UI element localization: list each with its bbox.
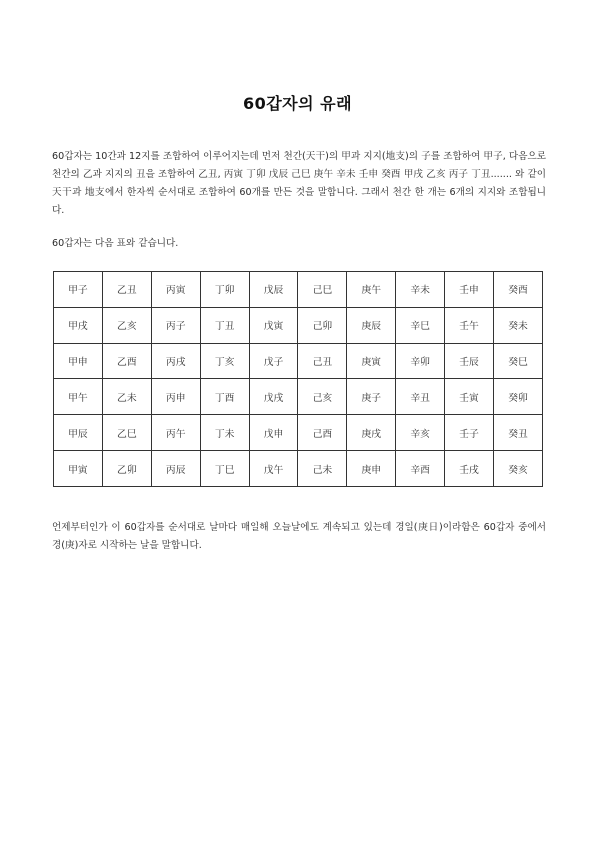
table-cell: 丁酉	[200, 379, 249, 415]
table-cell: 戊子	[249, 343, 298, 379]
table-cell: 丁卯	[200, 272, 249, 308]
table-cell: 辛卯	[396, 343, 445, 379]
table-cell: 乙卯	[102, 451, 151, 487]
table-cell: 壬戌	[445, 451, 494, 487]
table-cell: 辛巳	[396, 307, 445, 343]
table-row	[54, 379, 543, 415]
table-cell: 丁亥	[200, 343, 249, 379]
table-cell: 癸亥	[494, 451, 543, 487]
table-cell: 庚辰	[347, 307, 396, 343]
table-cell: 庚寅	[347, 343, 396, 379]
table-cell: 癸丑	[494, 415, 543, 451]
table-cell: 己巳	[298, 272, 347, 308]
table-cell: 甲戌	[54, 307, 103, 343]
table-cell: 庚午	[347, 272, 396, 308]
closing-paragraph: 언제부터인가 이 60갑자를 순서대로 날마다 매일해 오늘날에도 계속되고 있는데 경일(庚日)이라함은 60갑자 중에서 경(庚)자로 시작하는 날을 말합니다.	[52, 522, 546, 551]
table-cell: 戊寅	[249, 307, 298, 343]
table-row	[54, 307, 543, 343]
table-cell: 己卯	[298, 307, 347, 343]
table-cell: 癸未	[494, 307, 543, 343]
table-cell: 庚子	[347, 379, 396, 415]
table-cell: 辛亥	[396, 415, 445, 451]
table-cell: 丙午	[151, 415, 200, 451]
table-cell: 乙酉	[102, 343, 151, 379]
table-cell: 壬辰	[445, 343, 494, 379]
intro-paragraph: 60갑자는 10간과 12지를 조합하여 이루어지는데 먼저 천간(天干)의 甲과 지지(地支)의 子를 조합하여 甲子, 다음으로 천간의 乙과 지지의 丑을 조합하여 乙丑, 丙寅 丁卯 戊辰 己巳 庚午 辛未 壬申 癸酉 甲戌 乙亥 丙子 丁丑....... 와 같이 天干과 地支에서 한자씩 순서대로 조합하여 60개를 만든 것을 말합니다. 그래서 천간 한 개는 6개의 지지와 조합됩니다.	[52, 151, 546, 216]
table-cell: 壬申	[445, 272, 494, 308]
table-body	[54, 272, 543, 487]
table-cell: 庚戌	[347, 415, 396, 451]
table-cell: 丙戌	[151, 343, 200, 379]
table-cell: 戊午	[249, 451, 298, 487]
table-cell: 庚申	[347, 451, 396, 487]
table-cell: 戊申	[249, 415, 298, 451]
table-cell: 戊戌	[249, 379, 298, 415]
table-row	[54, 415, 543, 451]
table-cell: 癸酉	[494, 272, 543, 308]
table-cell: 辛丑	[396, 379, 445, 415]
table-cell: 乙未	[102, 379, 151, 415]
table-cell: 丁未	[200, 415, 249, 451]
table-cell: 甲寅	[54, 451, 103, 487]
table-cell: 甲子	[54, 272, 103, 308]
table-cell: 己丑	[298, 343, 347, 379]
table-cell: 乙巳	[102, 415, 151, 451]
table-cell: 己亥	[298, 379, 347, 415]
table-cell: 辛酉	[396, 451, 445, 487]
table-cell: 丁丑	[200, 307, 249, 343]
table-cell: 壬午	[445, 307, 494, 343]
table-row	[54, 343, 543, 379]
table-cell: 乙丑	[102, 272, 151, 308]
table-cell: 癸卯	[494, 379, 543, 415]
table-cell: 己酉	[298, 415, 347, 451]
table-cell: 丙子	[151, 307, 200, 343]
table-row	[54, 272, 543, 308]
table-cell: 丙辰	[151, 451, 200, 487]
sexagenary-cycle-table	[53, 271, 543, 487]
table-cell: 甲辰	[54, 415, 103, 451]
table-cell: 丙申	[151, 379, 200, 415]
table-cell: 辛未	[396, 272, 445, 308]
page-title: 60갑자의 유래	[242, 94, 353, 113]
table-row	[54, 451, 543, 487]
table-cell: 丁巳	[200, 451, 249, 487]
table-cell: 乙亥	[102, 307, 151, 343]
table-cell: 癸巳	[494, 343, 543, 379]
table-cell: 甲午	[54, 379, 103, 415]
table-cell: 壬子	[445, 415, 494, 451]
table-cell: 己未	[298, 451, 347, 487]
table-cell: 丙寅	[151, 272, 200, 308]
table-intro-text: 60갑자는 다음 표와 같습니다.	[52, 238, 179, 249]
table-cell: 甲申	[54, 343, 103, 379]
table-cell: 戊辰	[249, 272, 298, 308]
table-cell: 壬寅	[445, 379, 494, 415]
